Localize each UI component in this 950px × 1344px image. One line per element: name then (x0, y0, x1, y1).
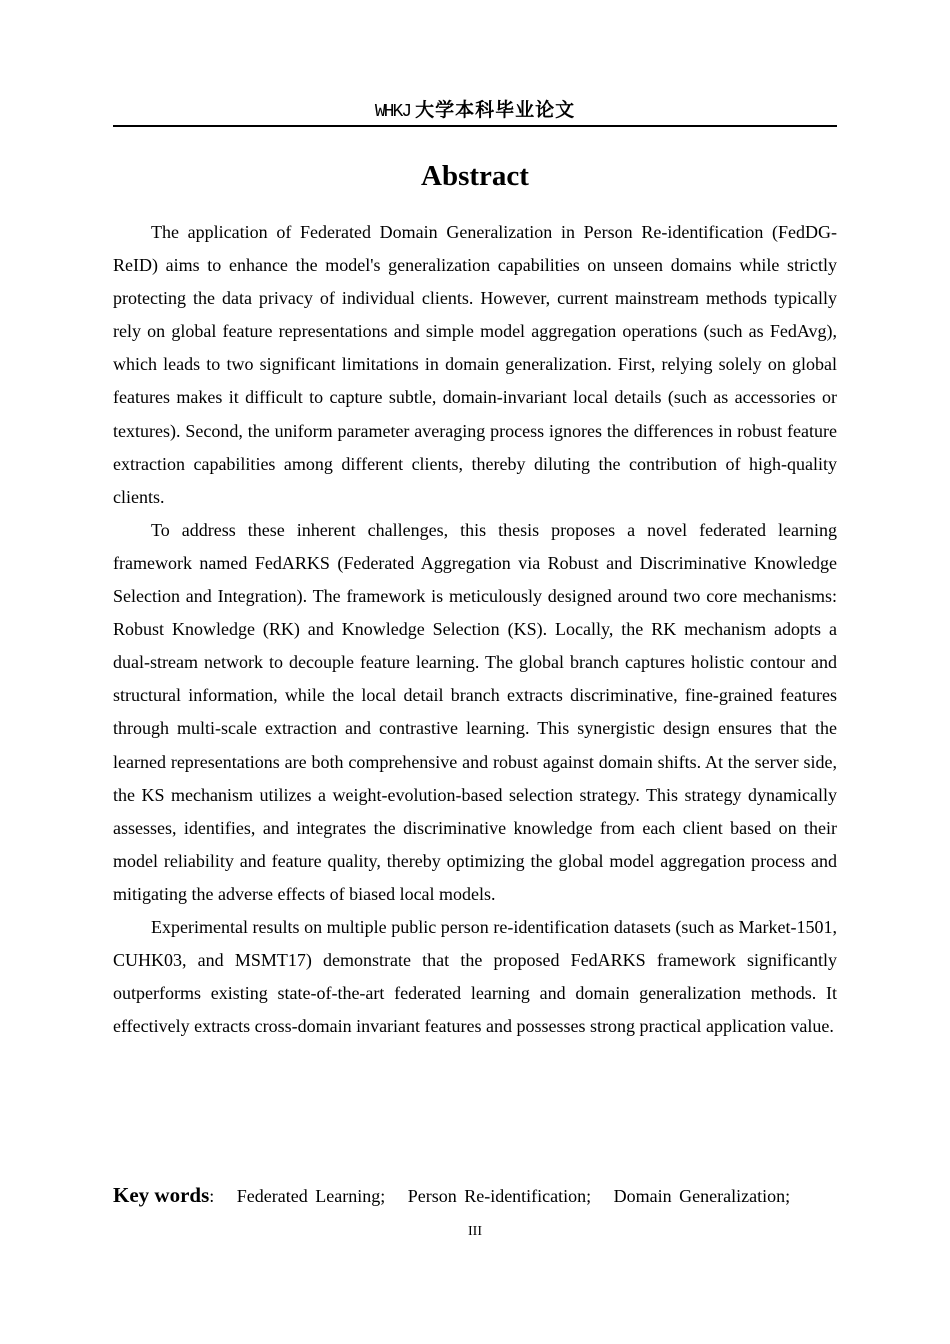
header-latin-text: WHKJ (374, 102, 411, 122)
abstract-body (113, 216, 837, 1043)
keywords-separator: : (209, 1186, 215, 1206)
keyword-item: Domain Generalization; (613, 1186, 791, 1206)
header-cjk-text: 大学本科毕业论文 (415, 99, 576, 121)
keywords-line (113, 1179, 837, 1213)
header-rule (113, 125, 837, 127)
page-title: Abstract (421, 160, 529, 192)
keyword-item: Person Re-identification; (407, 1186, 592, 1206)
keyword-item: Federated Learning; (236, 1186, 386, 1206)
abstract-paragraph-1: The application of Federated Domain Generalization in Person Re-identification (FedDG-ReID) aims to enhance the model's generalization capabilities on unseen domains while strictly protecting the data privacy of individual clients. However, current mainstream methods typically rely on global feature representations and simple model aggregation operations (such as FedAvg), which leads to two significant limitations in domain generalization. First, relying solely on global features makes it difficult to capture subtle, domain-invariant local details (such as accessories or textures). Second, the uniform parameter averaging process ignores the differences in robust feature extraction capabilities among different clients, thereby diluting the contribution of high-quality clients. (113, 222, 837, 507)
page-number: III (468, 1224, 482, 1239)
running-header (113, 96, 837, 126)
keywords-label: Key words (113, 1183, 210, 1207)
abstract-paragraph-2: To address these inherent challenges, this thesis proposes a novel federated learning framework named FedARKS (Federated Aggregation via Robust and Discriminative Knowledge Selection and Integration). The framework is meticulously designed around two core mechanisms: Robust Knowledge (RK) and Knowledge Selection (KS). Locally, the RK mechanism adopts a dual-stream network to decouple feature learning. The global branch captures holistic contour and structural information, while the local detail branch extracts discriminative, fine-grained features through multi-scale extraction and contrastive learning. This synergistic design ensures that the learned representations are both comprehensive and robust against domain shifts. At the server side, the KS mechanism utilizes a weight-evolution-based selection strategy. This strategy dynamically assesses, identifies, and integrates the discriminative knowledge from each client based on their model reliability and feature quality, thereby optimizing the global model aggregation process and mitigating the adverse effects of biased local models. (113, 519, 837, 904)
abstract-paragraph-3: Experimental results on multiple public person re-identification datasets (such as Market-1501, CUHK03, and MSMT17) demonstrate that the proposed FedARKS framework significantly outperforms existing state-of-the-art federated learning and domain generalization methods. It effectively extracts cross-domain invariant features and possesses strong practical application value. (113, 916, 837, 1037)
